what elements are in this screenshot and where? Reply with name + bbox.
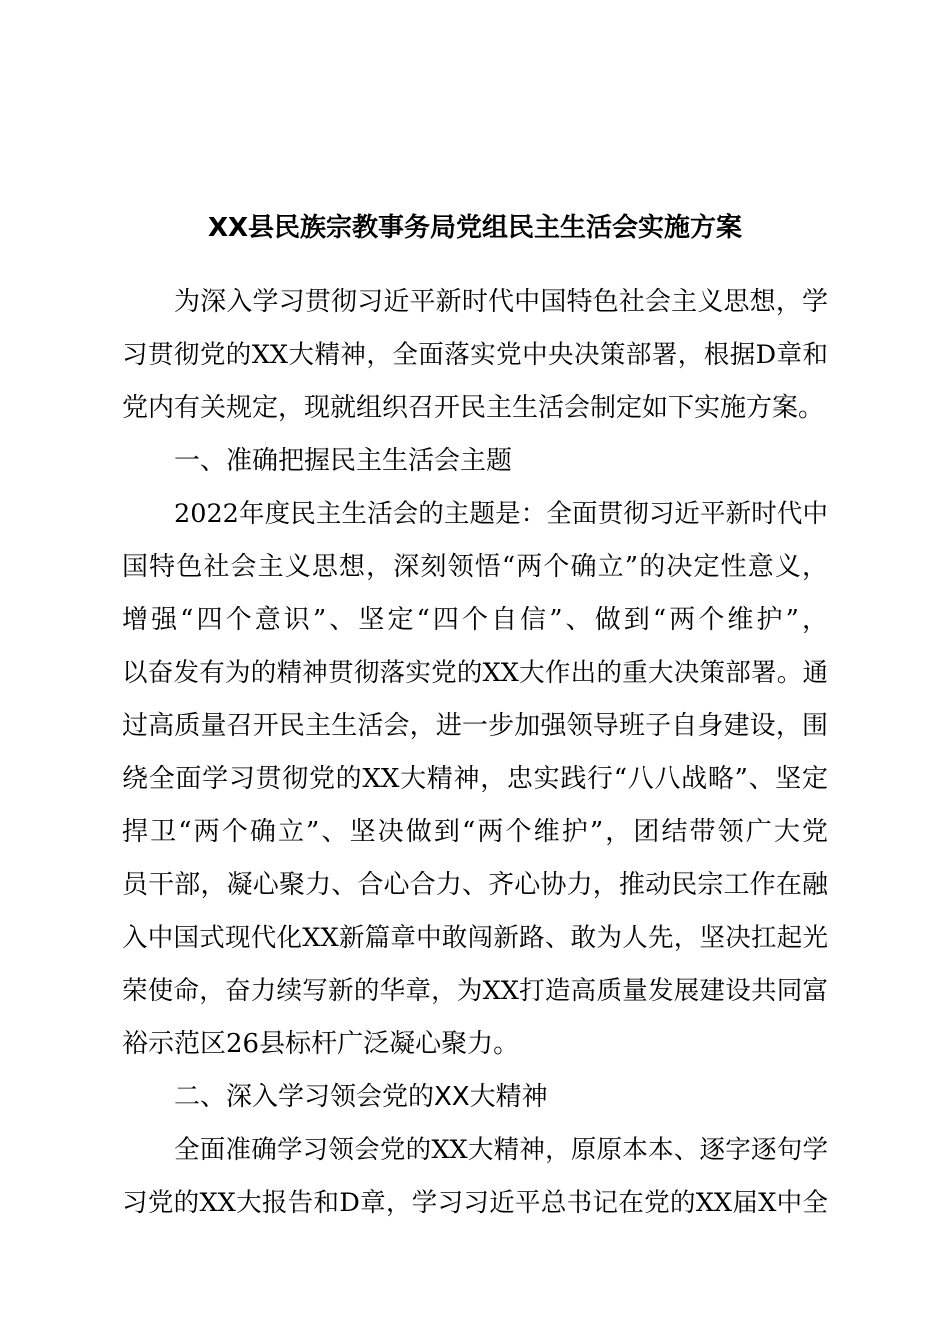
paragraph-line: 习贯彻党的XX大精神，全面落实党中央决策部署，根据D章和 — [122, 340, 828, 370]
paragraph-line: 捍卫“两个确立”、坚决做到“两个维护”，团结带领广大党 — [122, 817, 828, 847]
paragraph-line: 员干部，凝心聚力、合心合力、齐心协力，推动民宗工作在融 — [122, 870, 828, 900]
paragraph-line: 增强“四个意识”、坚定“四个自信”、做到“两个维护”， — [122, 605, 828, 635]
section-heading-2: 二、深入学习领会党的XX大精神 — [174, 1082, 548, 1112]
paragraph-line: 裕示范区26县标杆广泛凝心聚力。 — [122, 1029, 520, 1059]
paragraph-line: 全面准确学习领会党的XX大精神，原原本本、逐字逐句学 — [174, 1135, 828, 1165]
document-title: XX县民族宗教事务局党组民主生活会实施方案 — [207, 213, 743, 243]
paragraph-line: 2022年度民主生活会的主题是：全面贯彻习近平新时代中 — [174, 499, 828, 529]
section-heading-1: 一、准确把握民主生活会主题 — [174, 446, 513, 476]
paragraph-line: 过高质量召开民主生活会，进一步加强领导班子自身建设，围 — [122, 711, 828, 741]
paragraph-line: 为深入学习贯彻习近平新时代中国特色社会主义思想，学 — [174, 287, 828, 317]
paragraph-line: 国特色社会主义思想，深刻领悟“两个确立”的决定性意义， — [122, 552, 828, 582]
document-body — [122, 276, 828, 1230]
paragraph-line: 绕全面学习贯彻党的XX大精神，忠实践行“八八战略”、坚定 — [122, 764, 828, 794]
paragraph-line: 荣使命，奋力续写新的华章，为XX打造高质量发展建设共同富 — [122, 976, 828, 1006]
paragraph-line: 以奋发有为的精神贯彻落实党的XX大作出的重大决策部署。通 — [122, 658, 828, 688]
paragraph-line: 入中国式现代化XX新篇章中敢闯新路、敢为人先，坚决扛起光 — [122, 923, 828, 953]
paragraph-line: 党内有关规定，现就组织召开民主生活会制定如下实施方案。 — [122, 393, 825, 423]
paragraph-line: 习党的XX大报告和D章，学习习近平总书记在党的XX届X中全 — [122, 1188, 828, 1218]
